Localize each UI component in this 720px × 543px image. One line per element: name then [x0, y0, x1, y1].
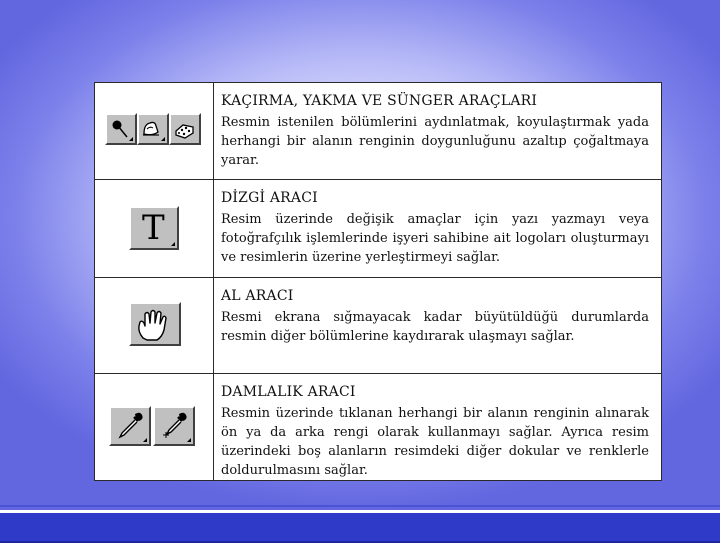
icon-cell — [95, 83, 214, 179]
dodge-tool-button[interactable] — [105, 113, 137, 145]
tools-table — [94, 82, 662, 481]
icon-cell — [95, 180, 214, 277]
footer-bar — [0, 510, 720, 543]
hand-tool-button[interactable] — [129, 302, 181, 346]
table-row-type-tool — [95, 180, 661, 278]
flyout-indicator — [187, 438, 191, 442]
row-title: KAÇIRMA, YAKMA VE SÜNGER ARAÇLARI — [221, 93, 538, 109]
icon-cell — [95, 278, 214, 373]
table-row-eyedropper — [95, 374, 661, 480]
row-title: AL ARACI — [221, 288, 294, 304]
flyout-indicator — [143, 438, 147, 442]
flyout-indicator — [161, 137, 165, 141]
burn-tool-button[interactable] — [137, 113, 169, 145]
row-description: Resmin istenilen bölümlerini aydınlatmak, koyulaştırmak yada herhangi bir alanın renginin doygunluğunu azaltıp çoğaltmaya yarar. — [221, 115, 649, 168]
flyout-indicator — [129, 137, 133, 141]
row-description: Resim üzerinde değişik amaçlar için yazı yazmayı veya fotoğrafçılık işlemlerinde işyeri sahibine ait logoları oluşturmayı ve resimlerin üzerine yerleştirmeyi sağlar. — [221, 212, 649, 265]
type-tool-icon: T — [142, 208, 165, 248]
type-tool-button[interactable] — [129, 206, 179, 250]
icon-cell — [95, 374, 214, 480]
row-description: Resmin üzerinde tıklanan herhangi bir alanın renginin alınarak ön ya da arka rengi olarak kullanmayı sağlar. Ayrıca resim üzerindeki boş alanların resimdeki diğer dokular ve renklerle doldurulmasını sağlar. — [221, 406, 649, 478]
row-description: Resmi ekrana sığmayacak kadar büyütüldüğü durumlarda resmin diğer bölümlerine kaydırarak ulaşmayı sağlar. — [221, 310, 649, 344]
row-title: DİZGİ ARACI — [221, 190, 318, 206]
footer-divider — [0, 505, 720, 507]
text-cell — [221, 83, 649, 170]
row-title: DAMLALIK ARACI — [221, 384, 356, 400]
text-cell — [221, 374, 649, 480]
eyedropper-tool-button[interactable] — [109, 406, 151, 446]
text-cell — [221, 278, 649, 346]
table-row-dodge-burn-sponge — [95, 83, 661, 180]
text-cell — [221, 180, 649, 267]
sponge-icon — [171, 115, 199, 143]
sponge-tool-button[interactable] — [169, 113, 201, 145]
flyout-indicator — [171, 242, 175, 246]
hand-tool-icon — [131, 304, 179, 344]
color-sampler-tool-button[interactable] — [153, 406, 195, 446]
table-row-hand-tool — [95, 278, 661, 374]
